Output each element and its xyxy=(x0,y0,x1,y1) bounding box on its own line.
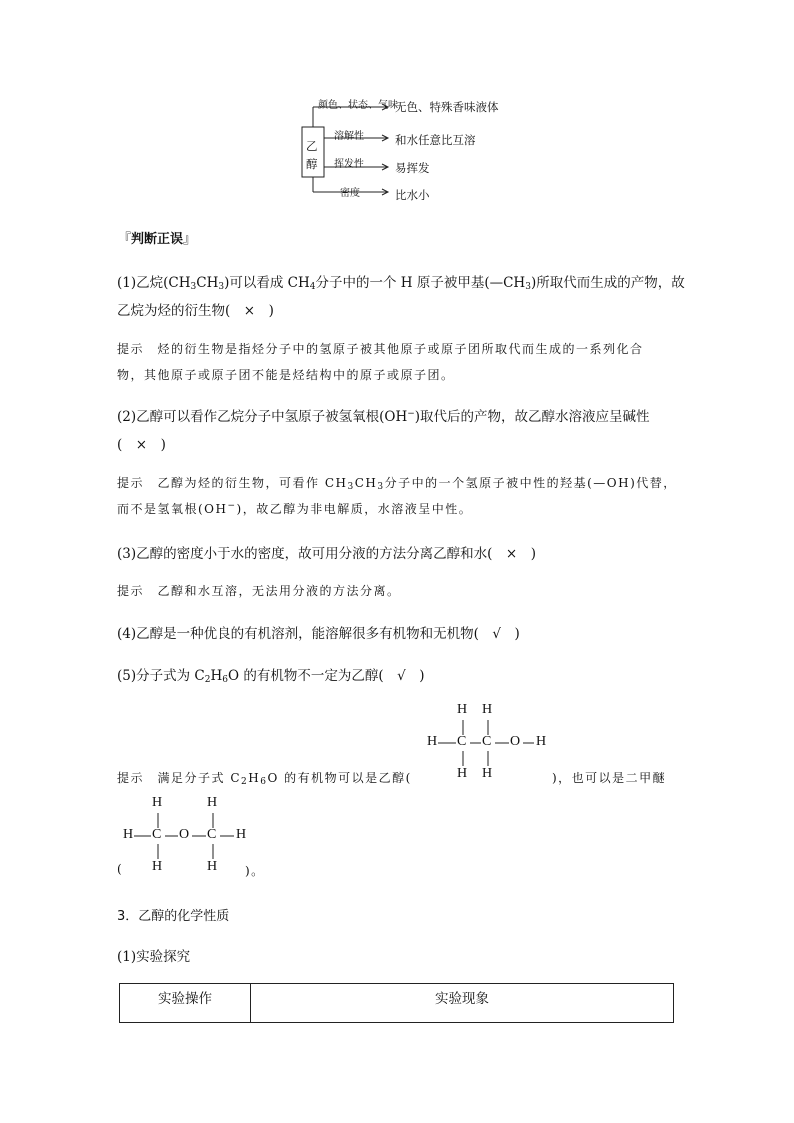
corner-bracket-open-icon: 『 xyxy=(118,232,132,247)
item-1-line-1: (1)乙烷$(CH_3CH_3)$可以看成 $CH_4$分子中的一个 H 原子被甲基$(—CH_3)$所取代而生成的产物，故 xyxy=(117,275,685,292)
atom-h: H xyxy=(123,827,134,842)
diagram-branch-label: 溶解性 xyxy=(334,131,364,142)
item-1-hint-line-2: 物，其他原子或原子团不能是烃结构中的原子或原子团。 xyxy=(117,368,455,382)
item-3-hint: 提示 乙醇和水互溶，无法用分液的方法分离。 xyxy=(117,584,401,598)
atom-h: H xyxy=(152,859,163,874)
item-3-line-1: (3)乙醇的密度小于水的密度，故可用分液的方法分离乙醇和水( × ) xyxy=(117,546,536,562)
diagram-branch-value: 易挥发 xyxy=(395,161,430,175)
dimethyl-ether-structure xyxy=(120,793,255,878)
atom-h: H xyxy=(207,795,218,810)
section-3-subtitle: (1)实验探究 xyxy=(117,949,191,965)
item-2-line-1: (2)乙醇可以看作乙烷分子中氢原子被氢氧根(OH−)取代后的产物，故乙醇水溶液应呈碱性 xyxy=(117,409,650,425)
section-3-title: 3．乙醇的化学性质 xyxy=(117,909,230,924)
atom-h: H xyxy=(152,795,163,810)
item-5-hint-line-1: 提示 满足分子式 $C_2H_6O$ 的有机物可以是乙醇( xyxy=(117,771,412,787)
item-5-hint-line-1-end: )，也可以是二甲醚 xyxy=(552,771,667,785)
atom-c: C xyxy=(152,827,162,842)
diagram-branch-value: 和水任意比互溶 xyxy=(395,133,476,147)
diagram-branch-label: 颜色、状态、气味 xyxy=(318,100,398,111)
table-header-phenomenon: 实验现象 xyxy=(435,991,489,1007)
atom-h: H xyxy=(536,734,547,749)
atom-h: H xyxy=(427,734,438,749)
atom-h: H xyxy=(482,702,493,717)
atom-o: O xyxy=(179,827,190,842)
corner-bracket-close-icon: 』 xyxy=(183,232,197,247)
atom-h: H xyxy=(457,702,468,717)
atom-c: C xyxy=(457,734,467,749)
experiment-table xyxy=(119,983,674,1023)
diagram-subject-top: 乙 xyxy=(306,139,318,153)
diagram-branch-value: 无色、特殊香味液体 xyxy=(395,100,499,114)
atom-c: C xyxy=(482,734,492,749)
item-5-hint-close: )。 xyxy=(245,864,265,878)
table-header-cell xyxy=(251,984,673,1022)
table-header-operation: 实验操作 xyxy=(158,991,212,1007)
item-1-hint-line-1: 提示 烃的衍生物是指烃分子中的氢原子被其他原子或原子团所取代而生成的一系列化合 xyxy=(117,342,644,356)
item-5-hint-open-paren: ( xyxy=(117,862,124,876)
ethanol-structure xyxy=(424,700,554,785)
diagram-branch-label: 密度 xyxy=(340,188,360,199)
item-2-hint-line-2: 而不是氢氧根(OH−)，故乙醇为非电解质，水溶液呈中性。 xyxy=(117,501,473,516)
section-header-text: 判断正误 xyxy=(131,232,184,247)
item-5-line-1: (5)分子式为 $C_2H_6O$ 的有机物不一定为乙醇( √ ) xyxy=(117,668,425,685)
item-2-hint-line-1: 提示 乙醇为烃的衍生物，可看作 $CH_3CH_3$分子中的一个氢原子被中性的羟基(—OH)代替， xyxy=(117,476,677,492)
diagram-branch-value: 比水小 xyxy=(395,188,430,202)
item-2-line-2: ( × ) xyxy=(117,437,166,453)
atom-h: H xyxy=(236,827,247,842)
atom-h: H xyxy=(482,766,493,781)
atom-o: O xyxy=(510,734,521,749)
atom-c: C xyxy=(207,827,217,842)
diagram-subject-bottom: 醇 xyxy=(306,157,318,171)
item-1-line-2: 乙烷为烃的衍生物( × ) xyxy=(117,303,274,319)
atom-h: H xyxy=(457,766,468,781)
section-header xyxy=(118,228,196,247)
diagram-branch-label: 挥发性 xyxy=(334,159,364,170)
table-header-cell xyxy=(120,984,251,1022)
item-4-line-1: (4)乙醇是一种优良的有机溶剂，能溶解很多有机物和无机物( √ ) xyxy=(117,626,520,642)
atom-h: H xyxy=(207,859,218,874)
